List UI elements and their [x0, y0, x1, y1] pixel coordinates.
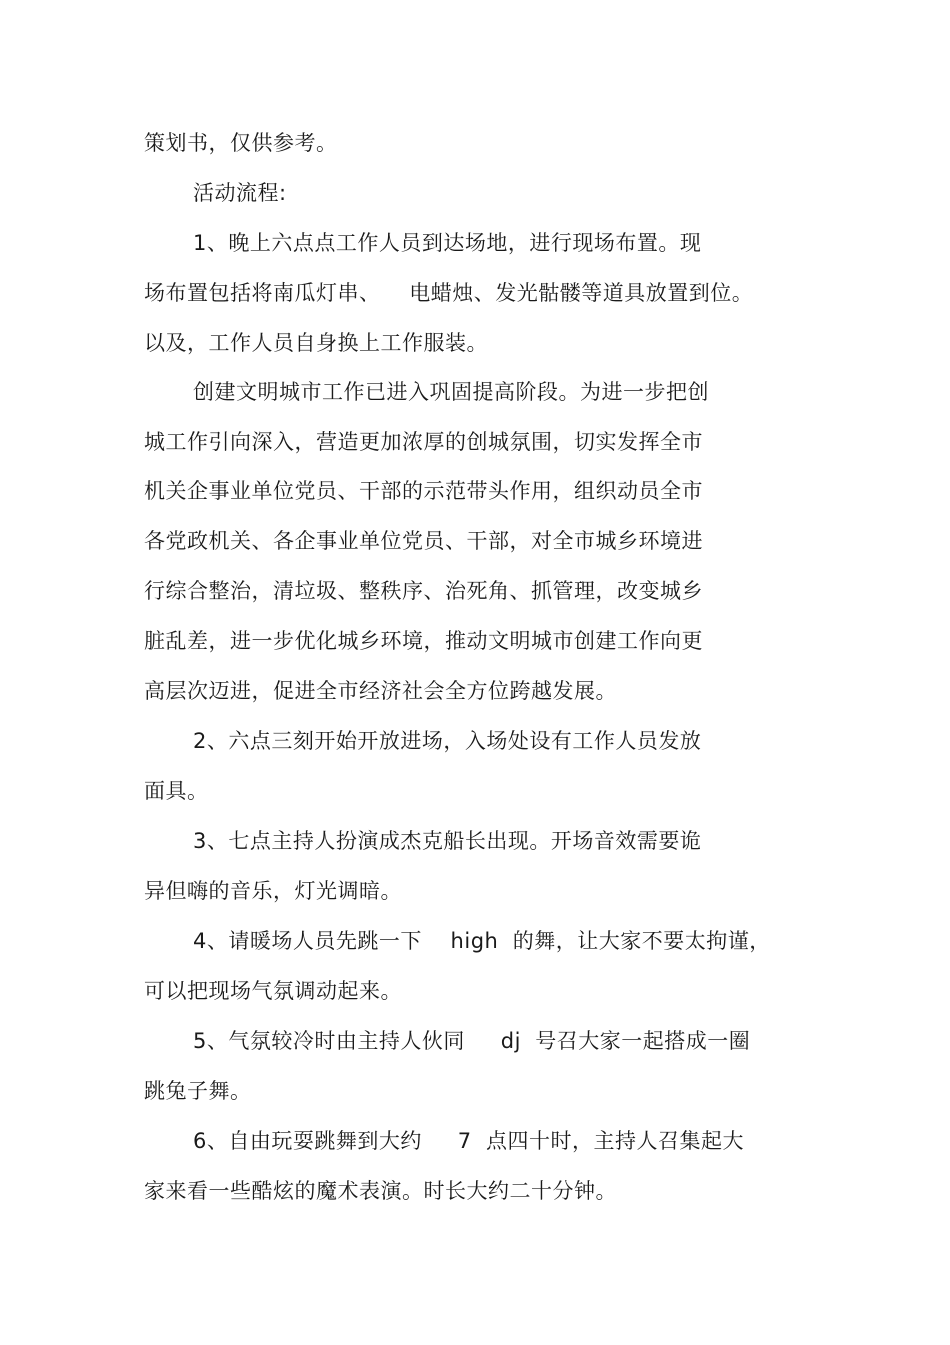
text-line: 以及，工作人员自身换上工作服装。 [144, 331, 488, 355]
text-line: 6、自由玩耍跳舞到大约 7 点四十时，主持人召集起大 [193, 1129, 744, 1153]
text-line: 异但嗨的音乐，灯光调暗。 [144, 879, 402, 903]
text-line: 1、晚上六点点工作人员到达场地，进行现场布置。现 [193, 231, 702, 255]
text-line: 5、气氛较冷时由主持人伙同 dj 号召大家一起搭成一圈 [193, 1029, 751, 1053]
text-line: 活动流程: [193, 181, 287, 205]
text-line: 面具。 [144, 779, 209, 803]
text-line: 行综合整治，清垃圾、整秩序、治死角、抓管理，改变城乡 [144, 579, 703, 603]
text-line: 4、请暖场人员先跳一下 high 的舞，让大家不要太拘谨， [193, 929, 771, 953]
text-line: 2、六点三刻开始开放进场，入场处设有工作人员发放 [193, 729, 702, 753]
text-line: 机关企事业单位党员、干部的示范带头作用，组织动员全市 [144, 479, 703, 503]
text-line: 家来看一些酷炫的魔术表演。时长大约二十分钟。 [144, 1179, 617, 1203]
text-line: 场布置包括将南瓜灯串、 电蜡烛、发光骷髅等道具放置到位。 [144, 281, 754, 305]
text-line: 城工作引向深入，营造更加浓厚的创城氛围，切实发挥全市 [144, 430, 703, 454]
text-line: 3、七点主持人扮演成杰克船长出现。开场音效需要诡 [193, 829, 702, 853]
text-line: 策划书，仅供参考。 [144, 131, 338, 155]
text-line: 高层次迈进，促进全市经济社会全方位跨越发展。 [144, 679, 617, 703]
text-line: 各党政机关、各企事业单位党员、干部，对全市城乡环境进 [144, 529, 703, 553]
text-line: 跳兔子舞。 [144, 1079, 252, 1103]
text-line: 可以把现场气氛调动起来。 [144, 979, 402, 1003]
text-line: 脏乱差，进一步优化城乡环境，推动文明城市创建工作向更 [144, 629, 703, 653]
text-line: 创建文明城市工作已进入巩固提高阶段。为进一步把创 [193, 380, 709, 404]
